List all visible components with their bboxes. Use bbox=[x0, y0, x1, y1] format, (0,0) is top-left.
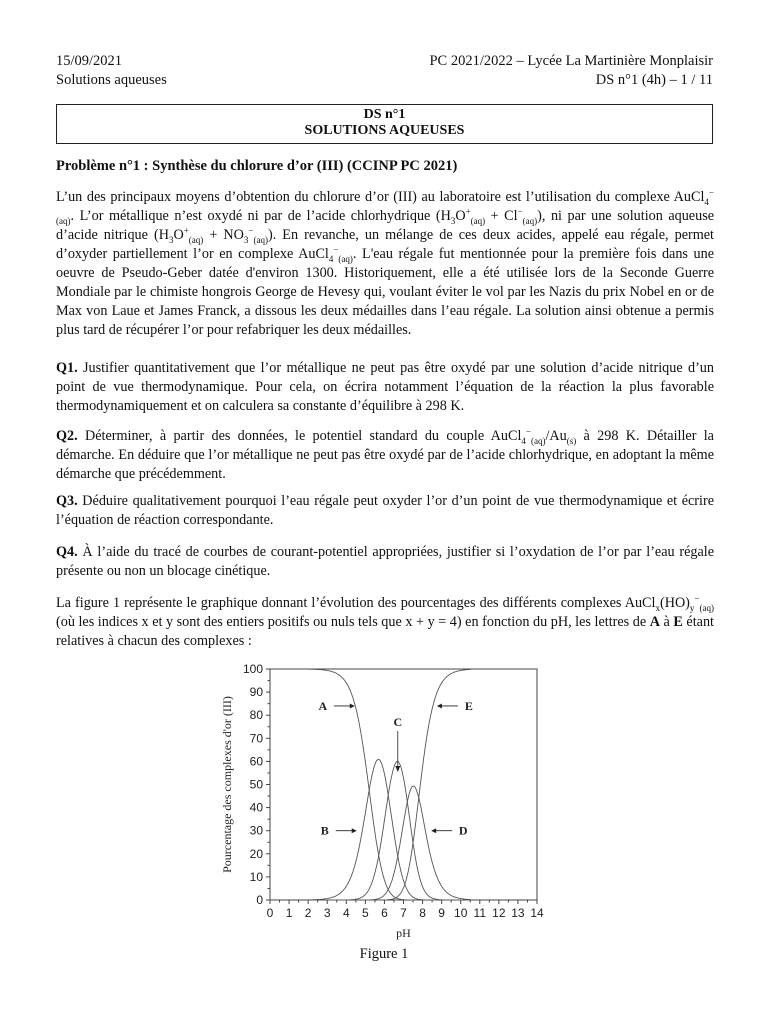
y-tick-label: 40 bbox=[249, 800, 263, 815]
curve-E bbox=[308, 670, 470, 901]
annotation-C-label: C bbox=[393, 714, 403, 729]
figure-caption: Figure 1 bbox=[359, 946, 409, 962]
intro-paragraph: L’un des principaux moyens d’obtention du chlorure d’or (III) au laboratoire est l’utilisation du complexe AuCl$_4$−$_{(aq)}$. L’or métallique n’est oxydé ni par de l’acide chlorhydrique $(H_3O^+_{(aq)} + Cl^-_{(aq)})$, ni par une solution aqueuse d’acide nitrique $(H_3O^+_{(aq)} + NO_3^-_{(aq)})$. En revanche, un mélange de ces deux acides, appelé eau régale, permet d’oxyder partiellement l’or en complexe AuCl$_4$−$_{(aq)}$. L'eau régale fut mentionnée pour la première fois dans une oeuvre de Pseudo-Geber datée d'environ 1300. Historiquement, elle a été utilisée lors de la Seconde Guerre Mondiale par le chimiste hongrois George de Hevesy qui, voulant éviter le vol par les Nazis du prix Nobel en or de Max von Laue et James Franck, a dissous les deux médailles dans l’eau régale. La solution ainsi obtenue a permis plus tard de récupérer l’or pour refabriquer les deux médailles. bbox=[56, 187, 715, 338]
x-tick-label: 14 bbox=[530, 906, 544, 920]
figure-intro: La figure 1 représente le graphique donnant l’évolution des pourcentages des différents complexes $AuCl_x(HO)_y^-_{(aq)}$ (où les indices x et y sont des entiers positifs ou nuls tels que x + y = 4) en fonction du pH, les lettres de A à E étant relatives à chacun des complexes : bbox=[56, 593, 714, 649]
x-axis-label: pH bbox=[396, 926, 411, 940]
x-tick-label: 9 bbox=[438, 906, 445, 920]
title-line-2: SOLUTIONS AQUEUSES bbox=[304, 123, 465, 138]
title-box bbox=[56, 104, 713, 144]
x-tick-label: 3 bbox=[323, 906, 331, 920]
title-line-1: DS n°1 bbox=[363, 107, 406, 122]
question-1: Q1. Justifier quantitativement que l’or métallique ne peut pas être oxydé par une solution d’acide nitrique d’un point de vue thermodynamique. Pour cela, on écrira notamment l’équation de la réaction la plus favorable thermodynamiquement et on calculera sa constante d’équilibre à 298 K. bbox=[56, 360, 714, 414]
curve-A bbox=[308, 669, 470, 900]
x-tick-label: 10 bbox=[454, 906, 468, 920]
x-tick-label: 12 bbox=[492, 906, 506, 920]
question-2: Q2. Déterminer, à partir des données, le potentiel standard du couple $AuCl_4^-_{(aq)}/Au_{(s)}$ à 298 K. Détailler la démarche. En déduire que l’or métallique ne peut pas être oxydé par de l’acide chlorhydrique, en adoptant la même démarche que précédemment. bbox=[56, 426, 714, 482]
y-tick-label: 0 bbox=[256, 893, 263, 907]
annotation-A-arrowhead bbox=[350, 703, 355, 708]
annotation-E-label: E bbox=[464, 698, 473, 713]
question-4: Q4. À l’aide du tracé de courbes de courant-potentiel appropriées, justifier si l’oxydation de l’or par l’eau régale présente ou non un blocage cinétique. bbox=[56, 544, 714, 579]
y-tick-label: 70 bbox=[249, 731, 263, 746]
question-label: Q2. bbox=[56, 428, 78, 444]
y-tick-label: 80 bbox=[249, 708, 263, 723]
header-left bbox=[56, 52, 167, 90]
annotation-E-arrowhead bbox=[437, 703, 442, 708]
plot-frame bbox=[270, 669, 537, 900]
y-tick-label: 90 bbox=[249, 685, 263, 700]
y-tick-label: 60 bbox=[249, 754, 263, 769]
annotation-D-label: D bbox=[458, 823, 468, 838]
question-label: Q3. bbox=[56, 493, 78, 509]
annotation-A-label: A bbox=[318, 698, 328, 713]
y-tick-label: 10 bbox=[249, 869, 263, 884]
y-tick-label: 50 bbox=[249, 777, 263, 792]
x-tick-label: 8 bbox=[419, 906, 426, 920]
y-axis-label: Pourcentage des complexes d'or (III) bbox=[220, 696, 234, 873]
question-3: Q3. Déduire qualitativement pourquoi l’eau régale peut oxyder l’or d’un point de vue thermodynamique et écrire l’équation de réaction correspondante. bbox=[56, 493, 714, 528]
x-tick-label: 1 bbox=[285, 906, 293, 920]
annotation-D-arrowhead bbox=[431, 828, 436, 833]
x-tick-label: 0 bbox=[266, 906, 274, 920]
header-course: PC 2021/2022 – Lycée La Martinière Monplaisir bbox=[429, 53, 713, 69]
question-label: Q4. bbox=[56, 544, 78, 560]
header-page-info: DS n°1 (4h) – 1 / 11 bbox=[595, 72, 713, 88]
problem-title: Problème n°1 : Synthèse du chlorure d’or (III) (CCINP PC 2021) bbox=[56, 158, 458, 174]
y-tick-label: 20 bbox=[249, 846, 263, 861]
y-tick-label: 100 bbox=[242, 662, 263, 676]
x-tick-label: 5 bbox=[362, 906, 369, 920]
annotation-C-arrowhead bbox=[395, 766, 400, 772]
curve-B bbox=[308, 759, 470, 900]
speciation-chart bbox=[210, 655, 560, 945]
x-tick-label: 11 bbox=[473, 906, 487, 920]
header-date: 15/09/2021 bbox=[56, 53, 123, 69]
header-subject: Solutions aqueuses bbox=[56, 72, 167, 88]
annotation-B-label: B bbox=[320, 823, 329, 838]
annotation-B-arrowhead bbox=[352, 828, 357, 833]
y-tick-label: 30 bbox=[249, 823, 263, 838]
x-tick-label: 13 bbox=[511, 906, 525, 920]
header-right bbox=[429, 52, 713, 90]
x-tick-label: 7 bbox=[400, 906, 407, 920]
question-label: Q1. bbox=[56, 360, 78, 376]
x-tick-label: 2 bbox=[304, 906, 312, 920]
x-tick-label: 4 bbox=[342, 906, 350, 920]
x-tick-label: 6 bbox=[381, 906, 388, 920]
